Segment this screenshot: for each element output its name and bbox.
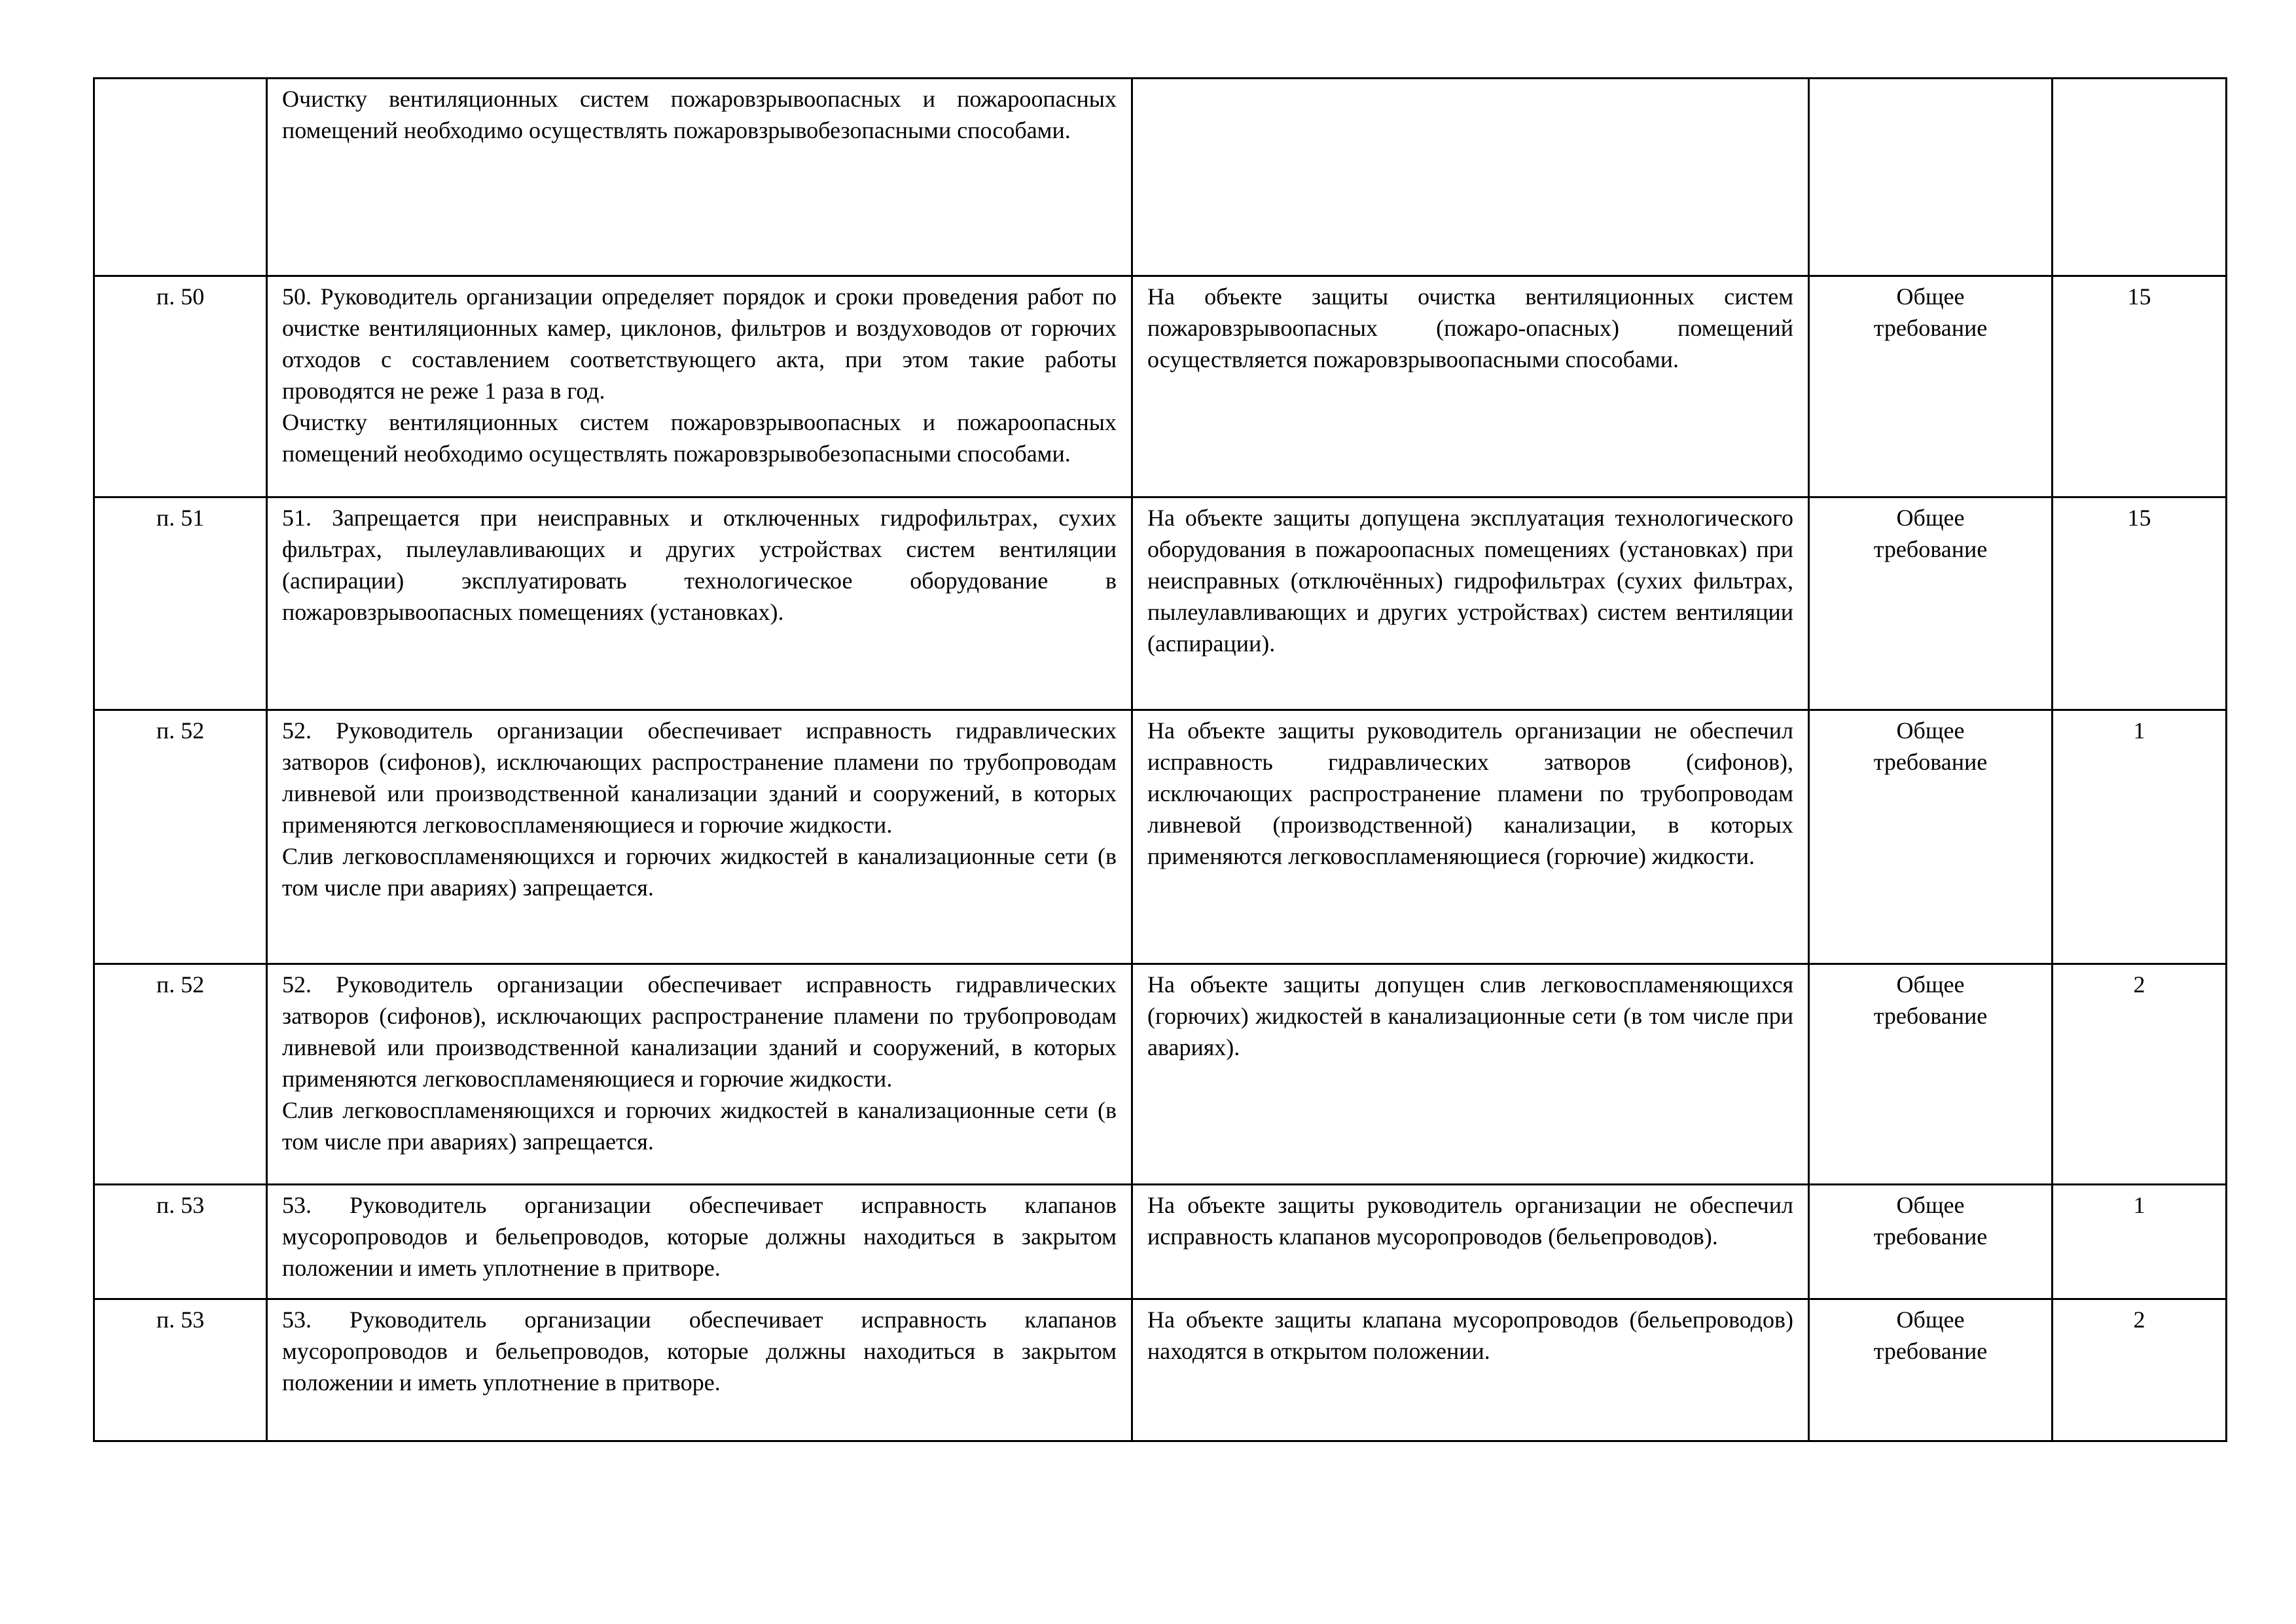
requirement-text-cell (267, 964, 1132, 1185)
requirement-type-cell (1809, 1185, 2053, 1299)
requirement-paragraph: 52. Руководитель организации обеспечивает исправность гидравлических затворов (сифонов), исключающих распространение пламени по трубопроводам ливневой или производственной канализации зданий и сооружений, в которых применяются легковоспламеняющиеся и горючие жидкости. (282, 717, 1117, 838)
score-cell: 15 (2053, 497, 2227, 710)
table-row (94, 1185, 2227, 1299)
violation-text-cell: На объекте защиты очистка вентиляционных систем пожаровзрывоопасных (пожаро-опасных) помещений осуществляется пожаровзрывоопасными способами. (1132, 276, 1809, 497)
requirement-type-line: Общее (1896, 971, 1965, 998)
requirement-type-cell (1809, 1299, 2053, 1441)
requirement-text-cell (267, 497, 1132, 710)
clause-number-cell: п. 52 (94, 964, 267, 1185)
score-cell: 15 (2053, 276, 2227, 497)
requirement-type-line: требование (1873, 536, 1988, 562)
requirement-paragraph: 53. Руководитель организации обеспечивает исправность клапанов мусоропроводов и бельепроводов, которые должны находиться в закрытом положении и иметь уплотнение в притворе. (282, 1192, 1117, 1281)
requirement-type-line: Общее (1896, 505, 1965, 531)
clause-number-cell: п. 51 (94, 497, 267, 710)
violation-text-cell: На объекте защиты руководитель организации не обеспечил исправность клапанов мусоропроводов (бельепроводов). (1132, 1185, 1809, 1299)
requirement-type-cell (1809, 964, 2053, 1185)
violation-text-cell: На объекте защиты допущен слив легковоспламеняющихся (горючих) жидкостей в канализационные сети (в том числе при авариях). (1132, 964, 1809, 1185)
score-cell: 2 (2053, 1299, 2227, 1441)
requirement-type-line: Общее (1896, 1192, 1965, 1218)
score-cell: 1 (2053, 1185, 2227, 1299)
table-row (94, 79, 2227, 276)
requirement-type-cell (1809, 276, 2053, 497)
requirement-type-line: требование (1873, 1338, 1988, 1364)
requirement-paragraph: 53. Руководитель организации обеспечивает исправность клапанов мусоропроводов и бельепроводов, которые должны находиться в закрытом положении и иметь уплотнение в притворе. (282, 1307, 1117, 1396)
requirements-table (93, 77, 2227, 1442)
table-row (94, 276, 2227, 497)
violation-text-cell: На объекте защиты руководитель организации не обеспечил исправность гидравлических затворов (сифонов), исключающих распространение пламени по трубопроводам ливневой (производственной) канализации, в которых применяются легковоспламеняющиеся (горючие) жидкости. (1132, 710, 1809, 964)
table-row (94, 497, 2227, 710)
clause-number-cell: п. 50 (94, 276, 267, 497)
requirement-type-line: Общее (1896, 283, 1965, 310)
requirement-paragraph: Очистку вентиляционных систем пожаровзрывоопасных и пожароопасных помещений необходимо осуществлять пожаровзрывобезопасными способами. (282, 409, 1117, 467)
requirement-text-cell (267, 1185, 1132, 1299)
violation-text-cell: На объекте защиты клапана мусоропроводов (бельепроводов) находятся в открытом положении. (1132, 1299, 1809, 1441)
table-row (94, 1299, 2227, 1441)
requirement-paragraph: 52. Руководитель организации обеспечивает исправность гидравлических затворов (сифонов), исключающих распространение пламени по трубопроводам ливневой или производственной канализации зданий и сооружений, в которых применяются легковоспламеняющиеся и горючие жидкости. (282, 971, 1117, 1092)
requirement-type-line: Общее (1896, 717, 1965, 744)
requirement-type-line: требование (1873, 1223, 1988, 1250)
requirement-text-cell (267, 1299, 1132, 1441)
requirement-paragraph: 50. Руководитель организации определяет порядок и сроки проведения работ по очистке вентиляционных камер, циклонов, фильтров и воздуховодов от горючих отходов с составлением соответствующего акта, при этом такие работы проводятся не реже 1 раза в год. (282, 283, 1117, 404)
clause-number-cell: п. 52 (94, 710, 267, 964)
clause-number-cell: п. 53 (94, 1299, 267, 1441)
requirement-type-line: требование (1873, 315, 1988, 341)
requirement-paragraph: Слив легковоспламеняющихся и горючих жидкостей в канализационные сети (в том числе при авариях) запрещается. (282, 843, 1117, 901)
requirement-paragraph: Слив легковоспламеняющихся и горючих жидкостей в канализационные сети (в том числе при авариях) запрещается. (282, 1097, 1117, 1155)
table-row (94, 964, 2227, 1185)
requirement-text-cell (267, 276, 1132, 497)
score-cell (2053, 79, 2227, 276)
requirement-type-line: требование (1873, 1003, 1988, 1029)
requirement-type-line: требование (1873, 749, 1988, 775)
requirement-text-cell (267, 79, 1132, 276)
clause-number-cell (94, 79, 267, 276)
requirement-type-line: Общее (1896, 1307, 1965, 1333)
requirement-type-cell (1809, 710, 2053, 964)
requirement-type-cell (1809, 79, 2053, 276)
clause-number-cell: п. 53 (94, 1185, 267, 1299)
violation-text-cell: На объекте защиты допущена эксплуатация технологического оборудования в пожароопасных помещениях (установках) при неисправных (отключённых) гидрофильтрах (сухих фильтрах, пылеулавливающих и других устройствах) систем вентиляции (аспирации). (1132, 497, 1809, 710)
requirement-paragraph: Очистку вентиляционных систем пожаровзрывоопасных и пожароопасных помещений необходимо осуществлять пожаровзрывобезопасными способами. (282, 86, 1117, 143)
score-cell: 2 (2053, 964, 2227, 1185)
requirement-type-cell (1809, 497, 2053, 710)
requirement-text-cell (267, 710, 1132, 964)
requirement-paragraph: 51. Запрещается при неисправных и отключенных гидрофильтрах, сухих фильтрах, пылеулавливающих и других устройствах систем вентиляции (аспирации) эксплуатировать технологическое оборудование в пожаровзрывоопасных помещениях (установках). (282, 505, 1117, 625)
violation-text-cell (1132, 79, 1809, 276)
table-row (94, 710, 2227, 964)
score-cell: 1 (2053, 710, 2227, 964)
